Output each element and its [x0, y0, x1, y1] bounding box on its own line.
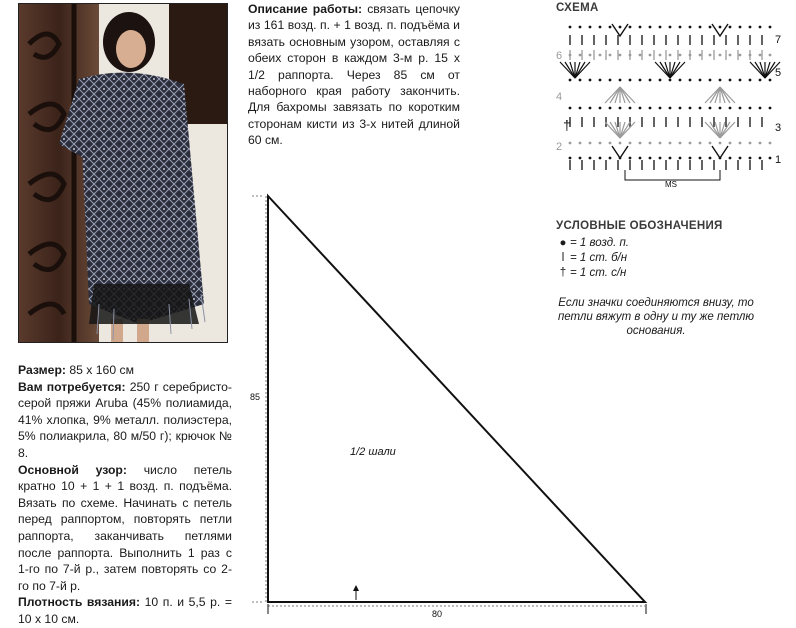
row-number-2: 2: [556, 141, 563, 153]
half-shawl-label: 1/2 шали: [350, 446, 396, 458]
chain-stitch-mark: [579, 26, 582, 29]
chain-stitch-mark: [769, 142, 772, 145]
chain-stitch-mark: [669, 79, 672, 82]
chain-stitch-mark: [579, 157, 582, 160]
description-heading: Описание работы:: [248, 2, 363, 16]
legend-title: УСЛОВНЫЕ ОБОЗНАЧЕНИЯ: [556, 220, 723, 232]
chain-stitch-mark: [569, 26, 572, 29]
chain-stitch-mark: [629, 26, 632, 29]
double-crochet-fan-mark: [710, 122, 720, 138]
size-value: 85 х 160 см: [69, 363, 134, 377]
chain-stitch-mark: [729, 157, 732, 160]
chain-stitch-mark: [629, 157, 632, 160]
chain-stitch-mark: [699, 142, 702, 145]
chain-stitch-mark: [709, 79, 712, 82]
chain-stitch-mark: [709, 142, 712, 145]
chain-stitch-mark: [669, 157, 672, 160]
chain-stitch-mark: [749, 26, 752, 29]
density-label: Плотность вязания:: [18, 595, 141, 610]
chain-stitch-mark: [589, 107, 592, 110]
chain-stitch-mark: [679, 26, 682, 29]
legend-item: [556, 266, 629, 281]
chain-stitch-mark: [769, 26, 772, 29]
chain-stitch-mark: [759, 54, 762, 57]
chain-stitch-mark: [609, 107, 612, 110]
chain-stitch-mark: [759, 157, 762, 160]
chain-stitch-mark: [599, 26, 602, 29]
chain-stitch-mark: [639, 157, 642, 160]
chain-stitch-mark: [699, 26, 702, 29]
chain-stitch-mark: [609, 142, 612, 145]
chain-stitch-mark: [609, 157, 612, 160]
chain-stitch-mark: [749, 107, 752, 110]
chain-stitch-mark: [619, 157, 622, 160]
double-crochet-fan-mark: [755, 62, 765, 78]
chain-stitch-mark: [639, 79, 642, 82]
chain-stitch-mark: [739, 142, 742, 145]
legend-item-text: = 1 ст. б/н: [570, 252, 628, 264]
chain-stitch-mark: [769, 79, 772, 82]
legend-item-text: = 1 ст. с/н: [570, 267, 627, 279]
double-crochet-fan-mark: [565, 62, 575, 78]
legend-item: [556, 236, 629, 251]
chain-stitch-mark: [599, 157, 602, 160]
chain-stitch-mark: [609, 26, 612, 29]
chain-stitch-mark: [689, 79, 692, 82]
chain-stitch-mark: [769, 107, 772, 110]
chain-stitch-mark: [569, 157, 572, 160]
chain-stitch-mark: [769, 157, 772, 160]
chain-stitch-mark: [669, 26, 672, 29]
chain-stitch-mark: [729, 107, 732, 110]
chain-stitch-mark: [599, 54, 602, 57]
chain-stitch-mark: [729, 54, 732, 57]
decrease-mark: [612, 146, 628, 158]
height-label: 85: [250, 392, 261, 402]
chain-stitch-mark: [579, 142, 582, 145]
chain-stitch-mark: [729, 79, 732, 82]
repeat-label: MS: [665, 180, 677, 189]
chain-stitch-mark: [679, 142, 682, 145]
chain-stitch-mark: [709, 26, 712, 29]
chain-stitch-mark: [679, 157, 682, 160]
chain-stitch-mark: [689, 26, 692, 29]
row-number-5: 5: [775, 67, 782, 79]
chain-stitch-mark: [639, 54, 642, 57]
chain-stitch-mark: [599, 107, 602, 110]
chain-stitch-mark: [749, 79, 752, 82]
chain-stitch-mark: [619, 142, 622, 145]
chain-stitch-mark: [719, 26, 722, 29]
chain-stitch-mark: [629, 107, 632, 110]
decrease-mark: [712, 146, 728, 158]
chain-stitch-mark: [669, 107, 672, 110]
chain-stitch-mark: [729, 26, 732, 29]
width-label: 80: [432, 609, 443, 619]
description-body: связать цепочку из 161 возд. п. + 1 возд. п. подъёма и вязать основным узором, оставляя с обеих сторон в каждом 3-м р. 15 х 1/2 раппорта. Через 85 см от наборного края работу закончить. Для бахромы завязать по коротким сторонам кисти из 3-х нитей длиной 60 см.: [248, 2, 461, 148]
dot-icon: ●: [559, 237, 567, 249]
row-number-4: 4: [556, 91, 563, 103]
chain-stitch-mark: [619, 107, 622, 110]
chain-stitch-mark: [689, 107, 692, 110]
chain-stitch-mark: [659, 142, 662, 145]
legend-item-text: = 1 возд. п.: [570, 237, 630, 249]
chain-stitch-mark: [589, 79, 592, 82]
chain-stitch-mark: [679, 79, 682, 82]
chain-stitch-mark: [569, 107, 572, 110]
chain-stitch-mark: [649, 79, 652, 82]
chain-stitch-mark: [669, 54, 672, 57]
chain-stitch-mark: [759, 26, 762, 29]
chain-stitch-mark: [699, 157, 702, 160]
row-number-7: 7: [775, 34, 782, 46]
chain-stitch-mark: [719, 79, 722, 82]
double-crochet-fan-mark: [710, 87, 720, 103]
chain-stitch-mark: [739, 79, 742, 82]
chain-stitch-mark: [589, 142, 592, 145]
chain-stitch-mark: [699, 79, 702, 82]
chain-stitch-mark: [589, 157, 592, 160]
chain-stitch-mark: [689, 157, 692, 160]
chain-stitch-mark: [649, 26, 652, 29]
chain-stitch-mark: [709, 107, 712, 110]
chain-stitch-mark: [579, 54, 582, 57]
double-crochet-fan-mark: [660, 62, 670, 78]
chain-stitch-mark: [569, 142, 572, 145]
chain-stitch-mark: [569, 79, 572, 82]
legend-item: [556, 251, 629, 266]
pattern-label: Основной узор:: [18, 462, 127, 477]
chain-stitch-mark: [769, 54, 772, 57]
chain-stitch-mark: [759, 142, 762, 145]
chain-stitch-mark: [689, 142, 692, 145]
vertical-bar-icon: ǀ: [561, 252, 565, 264]
chain-stitch-mark: [579, 107, 582, 110]
chain-stitch-mark: [619, 79, 622, 82]
chain-stitch-mark: [679, 54, 682, 57]
chain-stitch-mark: [619, 54, 622, 57]
chain-stitch-mark: [709, 54, 712, 57]
chain-stitch-mark: [699, 54, 702, 57]
chain-stitch-mark: [629, 79, 632, 82]
chain-stitch-mark: [719, 142, 722, 145]
chain-stitch-mark: [739, 157, 742, 160]
chain-stitch-mark: [659, 54, 662, 57]
chain-stitch-mark: [719, 54, 722, 57]
chain-stitch-mark: [649, 107, 652, 110]
row-number-3: 3: [775, 122, 782, 134]
chain-stitch-mark: [739, 54, 742, 57]
size-label: Размер:: [18, 363, 66, 377]
chain-stitch-mark: [619, 26, 622, 29]
materials-label: Вам потребуется:: [18, 379, 126, 394]
chain-stitch-mark: [739, 26, 742, 29]
chain-stitch-mark: [759, 79, 762, 82]
chain-stitch-mark: [749, 142, 752, 145]
chain-stitch-mark: [589, 26, 592, 29]
chain-stitch-mark: [629, 142, 632, 145]
chain-stitch-mark: [589, 54, 592, 57]
chain-stitch-mark: [699, 107, 702, 110]
chain-stitch-mark: [649, 54, 652, 57]
treble-stitch-mark: †: [563, 117, 571, 133]
chain-stitch-mark: [659, 26, 662, 29]
chain-stitch-mark: [659, 107, 662, 110]
row-number-1: 1: [775, 154, 782, 166]
chain-stitch-mark: [649, 142, 652, 145]
chain-stitch-mark: [749, 157, 752, 160]
schema-title: СХЕМА: [556, 2, 599, 14]
chain-stitch-mark: [659, 79, 662, 82]
chain-stitch-mark: [609, 79, 612, 82]
chain-stitch-mark: [709, 157, 712, 160]
chain-stitch-mark: [599, 79, 602, 82]
direction-arrow-icon: [353, 585, 359, 600]
chain-stitch-mark: [679, 107, 682, 110]
chain-stitch-mark: [759, 107, 762, 110]
density-value: 10 п. и 5,5 р. = 10 х 10 см.: [18, 595, 232, 626]
crochet-chart: [556, 24, 781, 189]
dagger-icon: †: [559, 267, 567, 279]
double-crochet-fan-mark: [610, 87, 620, 103]
chain-stitch-mark: [659, 157, 662, 160]
chain-stitch-mark: [639, 26, 642, 29]
chain-stitch-mark: [669, 142, 672, 145]
legend-note: Если значки соединяются внизу, то петли вяжут в одну и ту же петлю основания.: [557, 297, 755, 337]
chain-stitch-mark: [599, 142, 602, 145]
repeat-bracket: [625, 170, 720, 180]
chain-stitch-mark: [719, 107, 722, 110]
row-number-6: 6: [556, 50, 563, 62]
pattern-value: число петель кратно 10 + 1 + 1 возд. п. подъёма. Вязать по схеме. Начинать с петель перед раппортом, повторять петли раппорта, заканчивать петлями после раппорта. Выполнить 1 раз с 1-го по 7-й р., затем повторять со 2-го по 7-й р.: [18, 462, 232, 593]
chain-stitch-mark: [739, 107, 742, 110]
chain-stitch-mark: [579, 79, 582, 82]
chain-stitch-mark: [729, 142, 732, 145]
chain-stitch-mark: [639, 142, 642, 145]
materials-value: 250 г серебристо-серой пряжи Aruba (45% полиамида, 41% хлопка, 9% металл. полиэстера, 5% полиакрила, 80 м/50 г); крючок № 8.: [18, 379, 232, 460]
chain-stitch-mark: [639, 107, 642, 110]
chain-stitch-mark: [609, 54, 612, 57]
legend: [556, 236, 629, 281]
chain-stitch-mark: [719, 157, 722, 160]
chain-stitch-mark: [649, 157, 652, 160]
